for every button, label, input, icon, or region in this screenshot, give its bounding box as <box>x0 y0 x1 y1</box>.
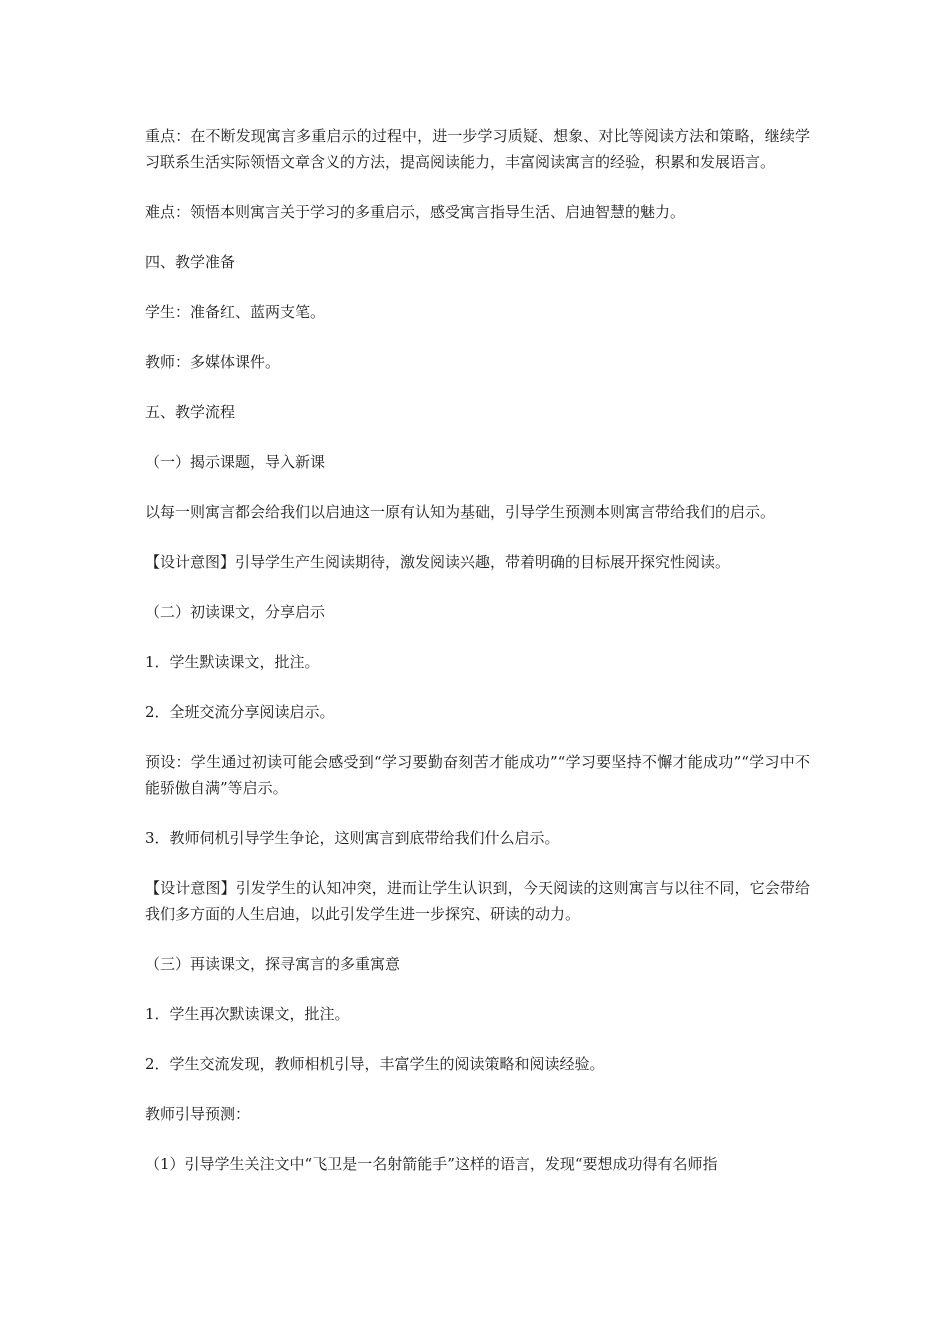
step-1-description: 以每一则寓言都会给我们以启迪这一原有认知为基础，引导学生预测本则寓言带给我们的启示。 <box>145 503 776 521</box>
difficulty-paragraph: 难点：领悟本则寓言关于学习的多重启示，感受寓言指导生活、启迪智慧的魅力。 <box>145 203 686 221</box>
step-heading-3: （三）再读课文，探寻寓言的多重寓意 <box>145 955 401 973</box>
design-intent-1: 【设计意图】引导学生产生阅读期待，激发阅读兴趣，带着明确的目标展开探究性阅读。 <box>145 553 731 571</box>
section-heading-process: 五、教学流程 <box>145 403 236 421</box>
step-heading-2: （二）初读课文，分享启示 <box>145 603 326 621</box>
guidance-item-1: （1）引导学生关注文中“飞卫是一名射箭能手”这样的语言，发现“要想成功得有名师指 <box>145 1155 718 1173</box>
student-preparation: 学生：准备红、蓝两支笔。 <box>145 303 326 321</box>
step-2-item-1: 1．学生默读课文，批注。 <box>145 653 320 671</box>
teacher-preparation: 教师：多媒体课件。 <box>145 353 281 371</box>
step-heading-1: （一）揭示课题，导入新课 <box>145 453 326 471</box>
key-points-paragraph: 重点：在不断发现寓言多重启示的过程中，进一步学习质疑、想象、对比等阅读方法和策略，继续学习联系生活实际领悟文章含义的方法，提高阅读能力，丰富阅读寓言的经验，积累和发展语言。 <box>145 127 810 171</box>
step-3-item-2: 2．学生交流发现，教师相机引导，丰富学生的阅读策略和阅读经验。 <box>145 1055 605 1073</box>
teacher-guidance-label: 教师引导预测： <box>145 1105 251 1123</box>
design-intent-2: 【设计意图】引发学生的认知冲突，进而让学生认识到，今天阅读的这则寓言与以往不同，它会带给我们多方面的人生启迪，以此引发学生进一步探究、研读的动力。 <box>145 879 810 923</box>
step-2-item-2: 2．全班交流分享阅读启示。 <box>145 703 335 721</box>
section-heading-preparation: 四、教学准备 <box>145 253 236 271</box>
step-2-item-3: 3．教师伺机引导学生争论，这则寓言到底带给我们什么启示。 <box>145 829 560 847</box>
step-3-item-1: 1．学生再次默读课文，批注。 <box>145 1005 350 1023</box>
document-page <box>145 123 810 1177</box>
step-2-preset: 预设：学生通过初读可能会感受到“学习要勤奋刻苦才能成功”“学习要坚持不懈才能成功”“学习中不能骄傲自满”等启示。 <box>145 753 810 797</box>
